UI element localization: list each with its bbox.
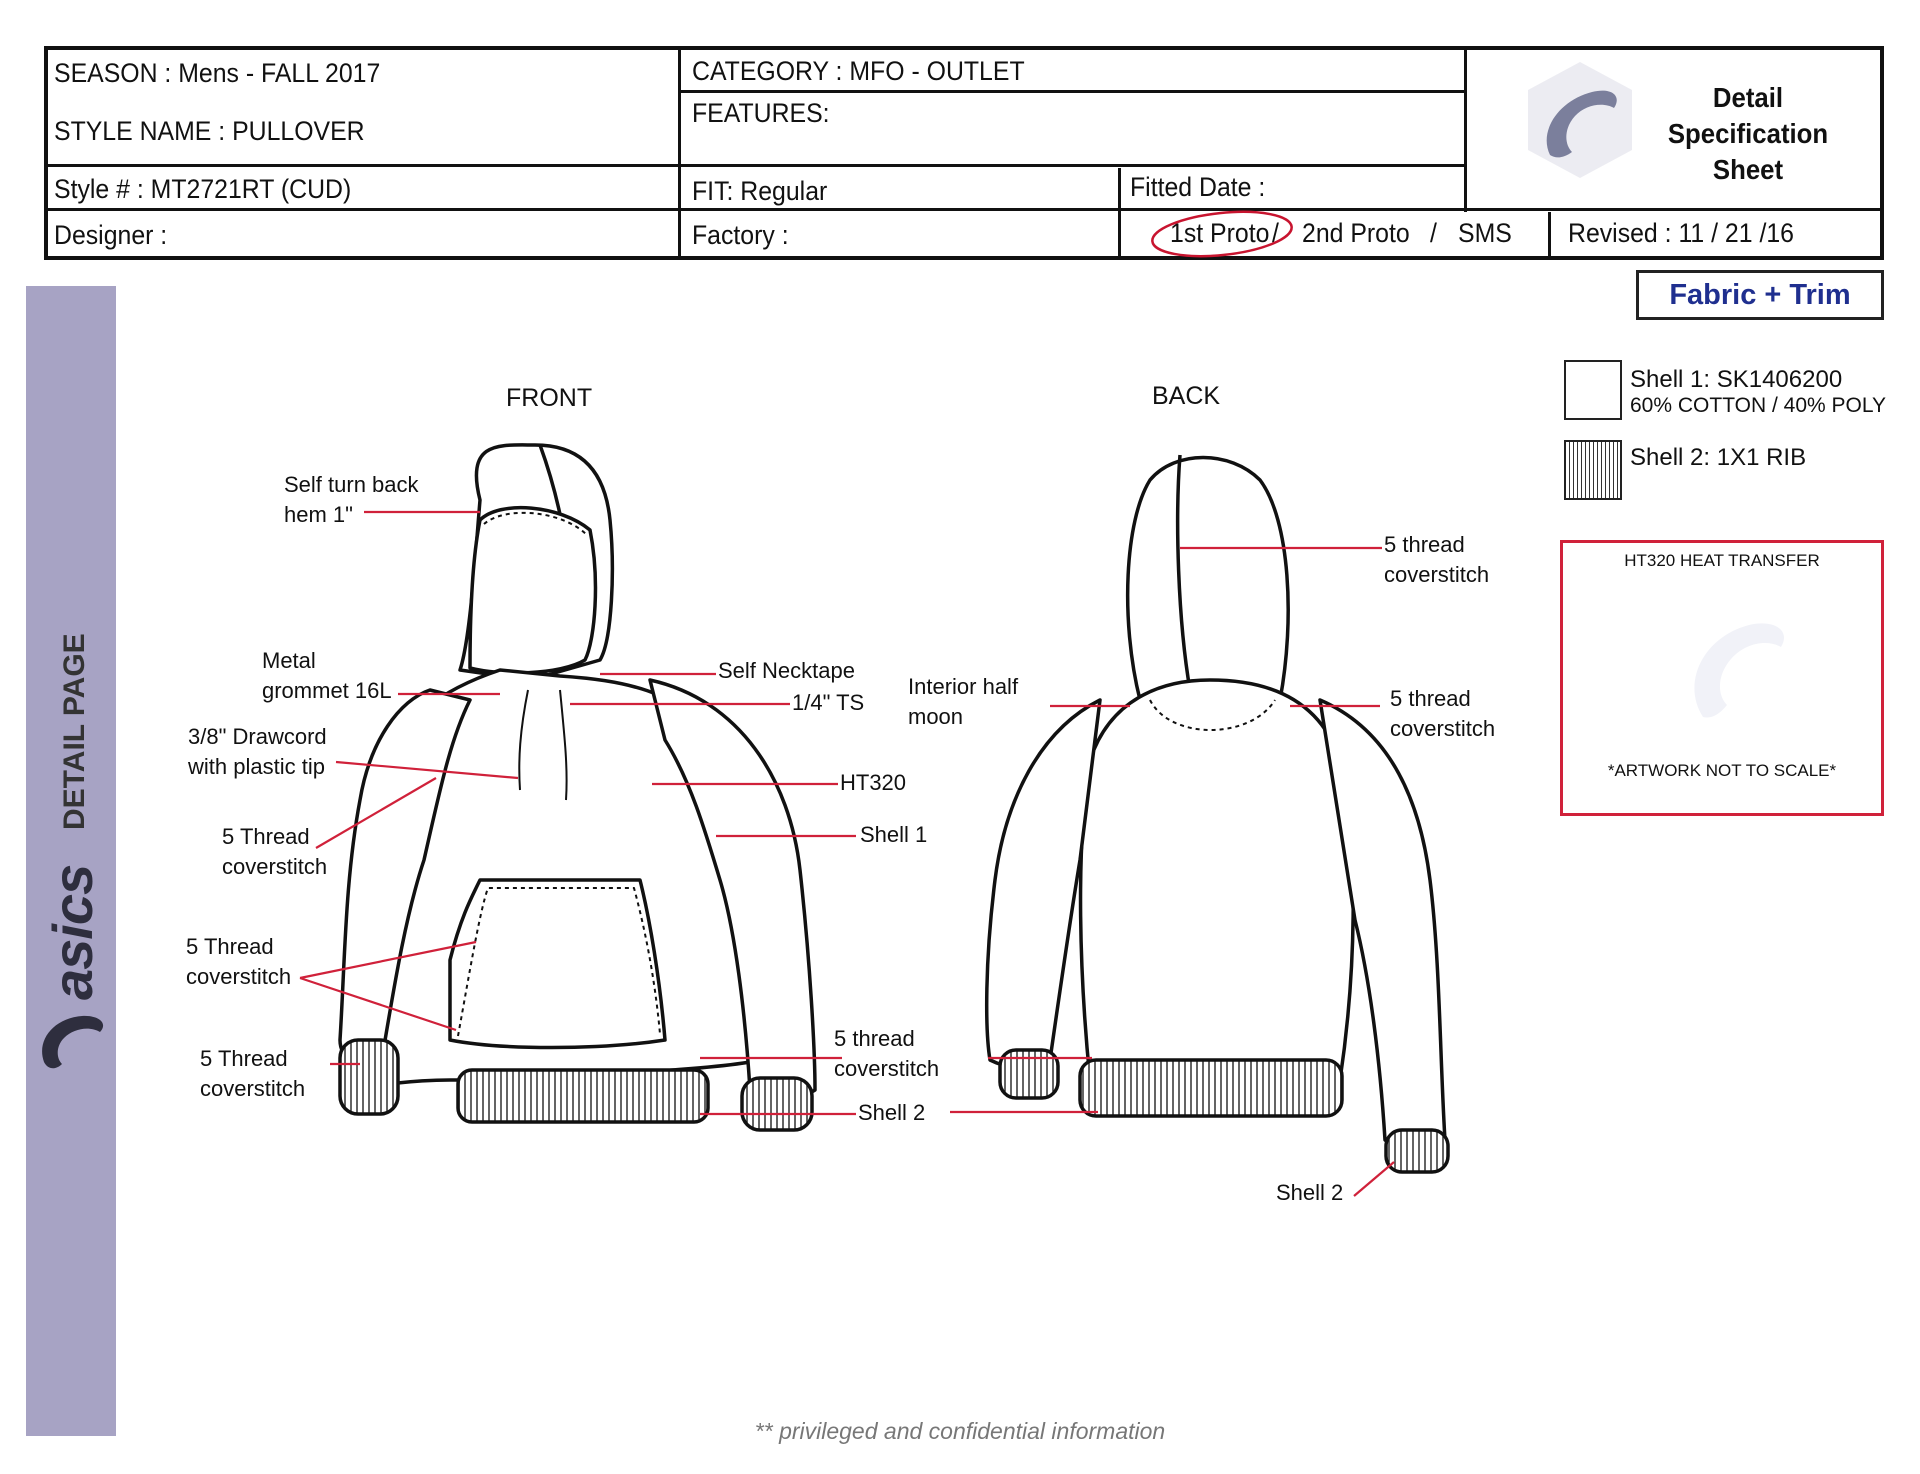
- callout-shell1: Shell 1: [860, 822, 928, 847]
- callout-text: 5 Thread: [186, 934, 274, 959]
- callout-text: Self turn back: [284, 472, 419, 497]
- heat-transfer-note: *ARTWORK NOT TO SCALE*: [1607, 761, 1837, 780]
- factory-field: Factory :: [692, 220, 789, 250]
- callout-text: coverstitch: [200, 1076, 306, 1101]
- callout-necktape: Self Necktape: [718, 658, 855, 683]
- proto-separator: /: [1272, 218, 1279, 248]
- sheet-title: Detail Specification Sheet: [1667, 82, 1829, 185]
- callout-hem: [284, 470, 419, 530]
- callout-coverstitch-pocket: [186, 932, 291, 992]
- shell2-label: Shell 2: 1X1 RIB: [1630, 444, 1807, 471]
- category-field: CATEGORY : MFO - OUTLET: [692, 56, 1025, 86]
- callout-hood-coverstitch: [1384, 530, 1489, 590]
- callout-text: 5 thread: [834, 1026, 915, 1051]
- callout-text: coverstitch: [222, 854, 328, 879]
- callout-text: hem 1": [284, 502, 353, 527]
- callout-shell2: Shell 2: [858, 1100, 926, 1125]
- callout-coverstitch-cuff: [200, 1044, 305, 1104]
- callout-back-shell2: Shell 2: [1276, 1180, 1344, 1205]
- callout-text: 5 Thread: [222, 824, 310, 849]
- callout-text: grommet 16L: [262, 678, 392, 703]
- callout-text: coverstitch: [1390, 716, 1496, 741]
- callout-grommet: [262, 646, 392, 706]
- callout-text: coverstitch: [186, 964, 292, 989]
- callout-text: Metal: [262, 648, 316, 673]
- back-view-title: BACK: [1152, 382, 1221, 410]
- front-hoodie: [340, 445, 815, 1130]
- sidebar-page-label: DETAIL PAGE: [58, 633, 91, 830]
- callout-text: 5 thread: [1390, 686, 1471, 711]
- callout-text: coverstitch: [834, 1056, 940, 1081]
- callout-text: 3/8" Drawcord: [188, 724, 327, 749]
- back-hoodie: [987, 455, 1448, 1172]
- fitted-date-field: Fitted Date :: [1130, 172, 1266, 202]
- fit-field: FIT: Regular: [692, 176, 828, 206]
- callout-drawcord: [188, 722, 327, 782]
- callout-raglan-coverstitch: [1390, 684, 1495, 744]
- front-view-title: FRONT: [506, 384, 593, 412]
- features-field: FEATURES:: [692, 98, 830, 128]
- proto-1st: 1st Proto: [1170, 218, 1270, 248]
- callout-text: moon: [908, 704, 964, 729]
- style-name-field: STYLE NAME : PULLOVER: [54, 116, 365, 146]
- fabric-trim-heading: Fabric + Trim: [1636, 270, 1884, 320]
- heat-transfer-title: HT320 HEAT TRANSFER: [1624, 551, 1820, 570]
- callout-text: with plastic tip: [188, 754, 325, 779]
- proto-sms: SMS: [1458, 218, 1512, 248]
- revised-field: Revised : 11 / 21 /16: [1568, 218, 1795, 248]
- shell1-content: 60% COTTON / 40% POLY: [1630, 394, 1886, 417]
- season-field: SEASON : Mens - FALL 2017: [54, 58, 381, 88]
- designer-field: Designer :: [54, 220, 168, 250]
- callout-ht320: HT320: [840, 770, 907, 795]
- callout-coverstitch-armhole: [222, 822, 327, 882]
- shell1-label: Shell 1: SK1406200: [1630, 366, 1843, 393]
- callout-coverstitch-hem: [834, 1024, 939, 1084]
- callout-text: coverstitch: [1384, 562, 1490, 587]
- style-number-field: Style # : MT2721RT (CUD): [54, 174, 352, 204]
- proto-2nd: 2nd Proto: [1302, 218, 1410, 248]
- sidebar-brand-wordmark: asics: [41, 864, 104, 1000]
- proto-separator: /: [1430, 218, 1437, 248]
- callout-text: Interior half: [908, 674, 1019, 699]
- callout-ts: 1/4" TS: [792, 690, 865, 715]
- confidentiality-footer: ** privileged and confidential information: [754, 1418, 1166, 1444]
- callout-half-moon: [908, 672, 1018, 732]
- callout-text: 5 thread: [1384, 532, 1465, 557]
- callout-text: 5 Thread: [200, 1046, 288, 1071]
